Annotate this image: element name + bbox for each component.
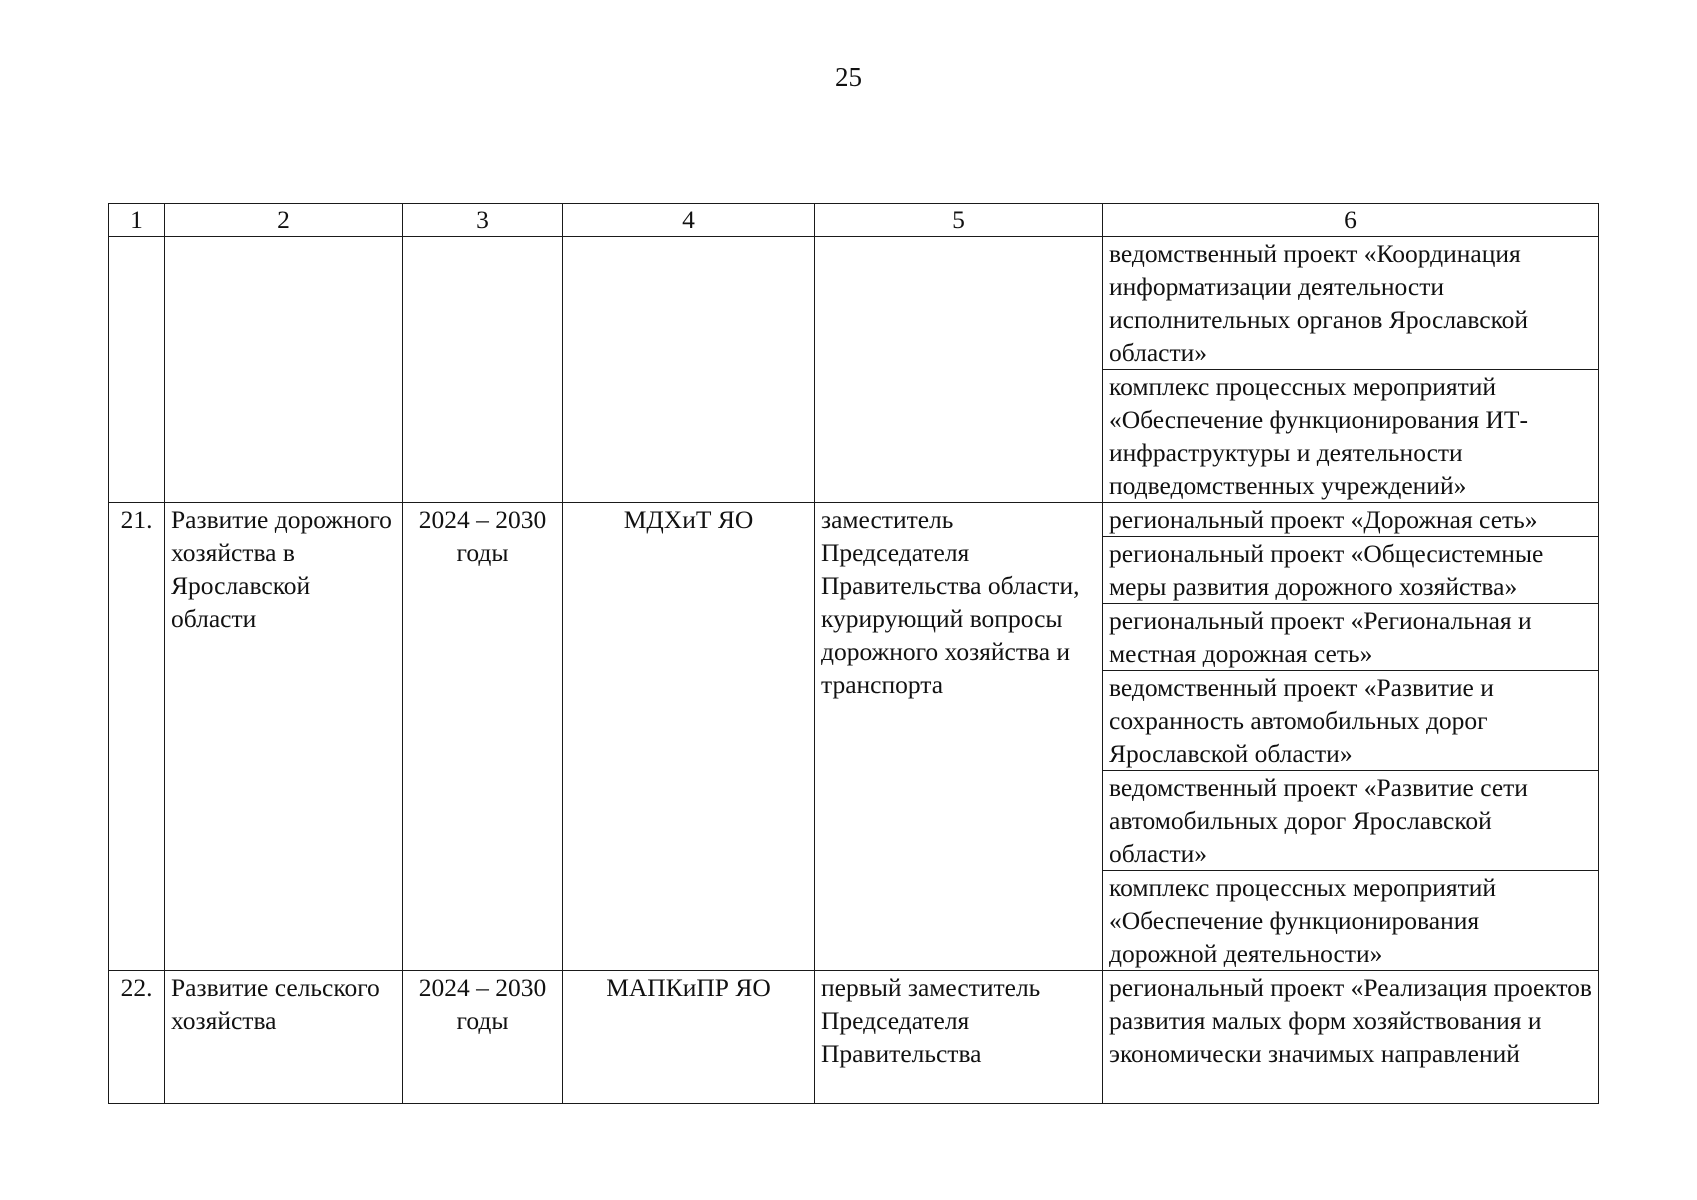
page-number: 25 (835, 62, 862, 92)
table-row (109, 237, 1599, 370)
header-cell-3: 3 (403, 204, 563, 237)
table-row (109, 503, 1599, 537)
program-name: Развитие дорожного хозяйства в Ярославской области (165, 503, 403, 971)
project-cell: комплекс процессных мероприятий «Обеспечение функционирования ИТ-инфраструктуры и деятельности подведомственных учреждений» (1103, 370, 1599, 503)
project-cell: региональный проект «Дорожная сеть» (1103, 503, 1599, 537)
cell-empty (403, 237, 563, 503)
header-cell-6: 6 (1103, 204, 1599, 237)
cell-empty (165, 237, 403, 503)
program-curator: заместитель Председателя Правительства области, курирующий вопросы дорожного хозяйства и транспорта (815, 503, 1103, 971)
program-curator: первый заместитель Председателя Правительства (815, 971, 1103, 1104)
row-number: 22. (109, 971, 165, 1104)
program-name: Развитие сельского хозяйства (165, 971, 403, 1104)
project-cell: ведомственный проект «Развитие сети автомобильных дорог Ярославской области» (1103, 771, 1599, 871)
project-cell: региональный проект «Реализация проектов развития малых форм хозяйствования и экономически значимых направлений (1103, 971, 1599, 1104)
project-cell: комплекс процессных мероприятий «Обеспечение функционирования дорожной деятельности» (1103, 871, 1599, 971)
cell-empty (109, 237, 165, 503)
project-cell: региональный проект «Региональная и местная дорожная сеть» (1103, 604, 1599, 671)
program-period: 2024 – 2030 годы (403, 503, 563, 971)
header-cell-1: 1 (109, 204, 165, 237)
cell-empty (563, 237, 815, 503)
header-cell-4: 4 (563, 204, 815, 237)
row-number: 21. (109, 503, 165, 971)
header-cell-2: 2 (165, 204, 403, 237)
program-period: 2024 – 2030 годы (403, 971, 563, 1104)
project-cell: ведомственный проект «Координация информатизации деятельности исполнительных органов Ярославской области» (1103, 237, 1599, 370)
header-cell-5: 5 (815, 204, 1103, 237)
table-header-row (109, 204, 1599, 237)
programs-table (108, 203, 1599, 1104)
cell-empty (815, 237, 1103, 503)
table-row (109, 971, 1599, 1104)
program-executor: МАПКиПР ЯО (563, 971, 815, 1104)
project-cell: ведомственный проект «Развитие и сохранность автомобильных дорог Ярославской области» (1103, 671, 1599, 771)
project-cell: региональный проект «Общесистемные меры развития дорожного хозяйства» (1103, 537, 1599, 604)
program-executor: МДХиТ ЯО (563, 503, 815, 971)
